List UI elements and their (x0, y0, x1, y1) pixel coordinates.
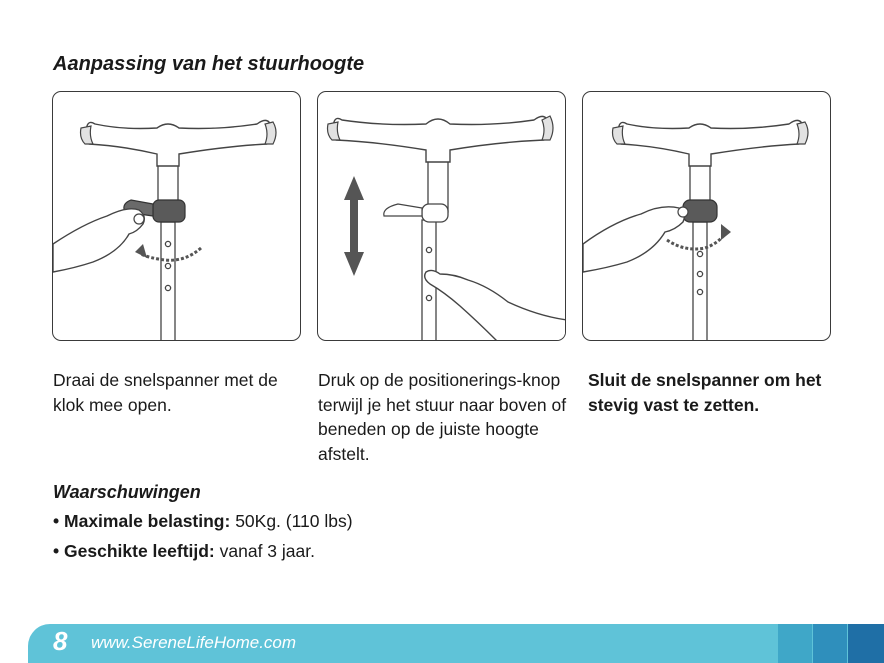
illustration-panel-adjust-height (317, 91, 566, 341)
warnings-list (53, 509, 353, 569)
warning-label: Maximale belasting: (64, 511, 231, 531)
page-number: 8 (53, 626, 68, 656)
page-title: Aanpassing van het stuurhoogte (53, 53, 365, 75)
footer-color-block-3 (848, 624, 884, 663)
illustration-panel-close-clamp (582, 91, 831, 341)
handlebar-clamp-open-illustration (53, 92, 301, 341)
step-1-instruction: Draai de snelspanner met de klok mee open. (53, 370, 278, 415)
bullet: • (53, 541, 60, 561)
warning-item-age (53, 539, 353, 569)
warning-item-max-load (53, 509, 353, 539)
illustration-panel-open-clamp (52, 91, 301, 341)
handlebar-height-adjust-illustration (318, 92, 566, 341)
footer-color-block-2 (813, 624, 847, 663)
warning-label: Geschikte leeftijd: (64, 541, 215, 561)
page-footer (0, 624, 884, 663)
footer-color-block-1 (778, 624, 812, 663)
bullet: • (53, 511, 60, 531)
warning-value: 50Kg. (110 lbs) (230, 511, 353, 531)
warning-value: vanaf 3 jaar. (214, 541, 315, 561)
step-2-instruction: Druk op de positionerings-knop terwijl je het stuur naar boven of beneden op de juiste hoogte afstelt. (318, 370, 567, 464)
website-link[interactable]: www.SereneLifeHome.com (91, 633, 297, 652)
handlebar-clamp-close-illustration (583, 92, 831, 341)
step-3-instruction: Sluit de snelspanner om het stevig vast te zetten. (588, 370, 822, 415)
warnings-title: Waarschuwingen (53, 482, 201, 502)
